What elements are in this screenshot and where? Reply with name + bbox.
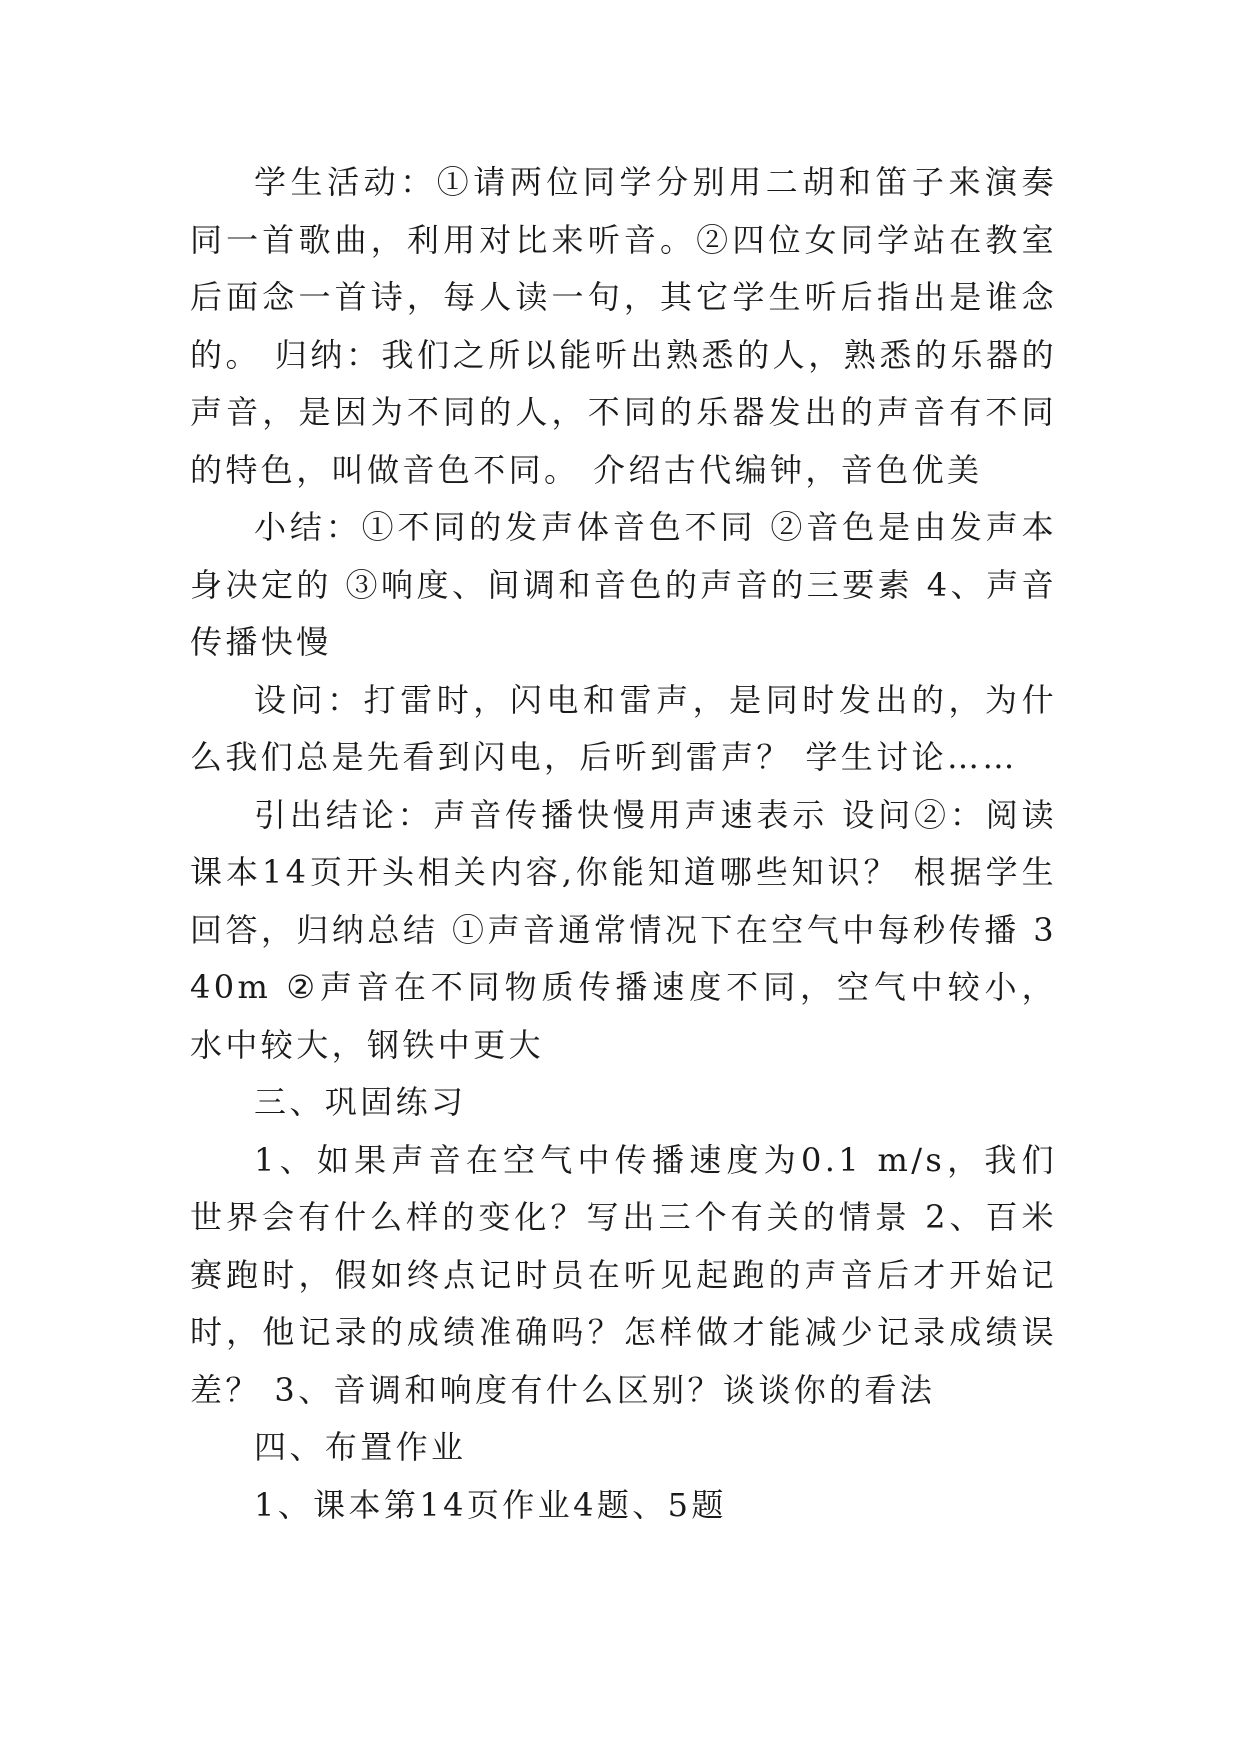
paragraph-question-thunder: 设问：打雷时，闪电和雷声，是同时发出的，为什么我们总是先看到闪电，后听到雷声？ 学生讨论……	[190, 680, 1057, 776]
section-heading-practice: 三、巩固练习	[254, 1083, 467, 1121]
paragraph-student-activity: 学生活动：①请两位同学分别用二胡和笛子来演奏同一首歌曲，利用对比来听音。②四位女同学站在教室后面念一首诗，每人读一句，其它学生听后指出是谁念的。 归纳：我们之所以能听出熟悉的人，熟悉的乐器的声音，是因为不同的人，不同的乐器发出的声音有不同的特色，叫做音色不同。 介绍古代编钟，音色优美	[190, 163, 1057, 489]
paragraph-practice-questions: 1、如果声音在空气中传播速度为0.1 m/s，我们世界会有什么样的变化？写出三个有关的情景 2、百米赛跑时，假如终点记时员在听见起跑的声音后才开始记时，他记录的成绩准确吗？怎样做才能减少记录成绩误差？ 3、音调和响度有什么区别？谈谈你的看法	[190, 1140, 1057, 1409]
paragraph-homework: 1、课本第14页作业4题、5题	[254, 1485, 727, 1524]
paragraph-summary: 小结：①不同的发声体音色不同 ②音色是由发声本身决定的 ③响度、间调和音色的声音的三要素 4、声音传播快慢	[190, 508, 1057, 661]
section-heading-homework: 四、布置作业	[254, 1428, 467, 1466]
document-body	[190, 154, 1057, 1534]
paragraph-conclusion-sound-speed: 引出结论：声音传播快慢用声速表示 设问②：阅读课本14页开头相关内容,你能知道哪些知识？ 根据学生回答，归纳总结 ①声音通常情况下在空气中每秒传播 340m ②声音在不同物质传播速度不同，空气中较小，水中较大，钢铁中更大	[190, 795, 1057, 1064]
